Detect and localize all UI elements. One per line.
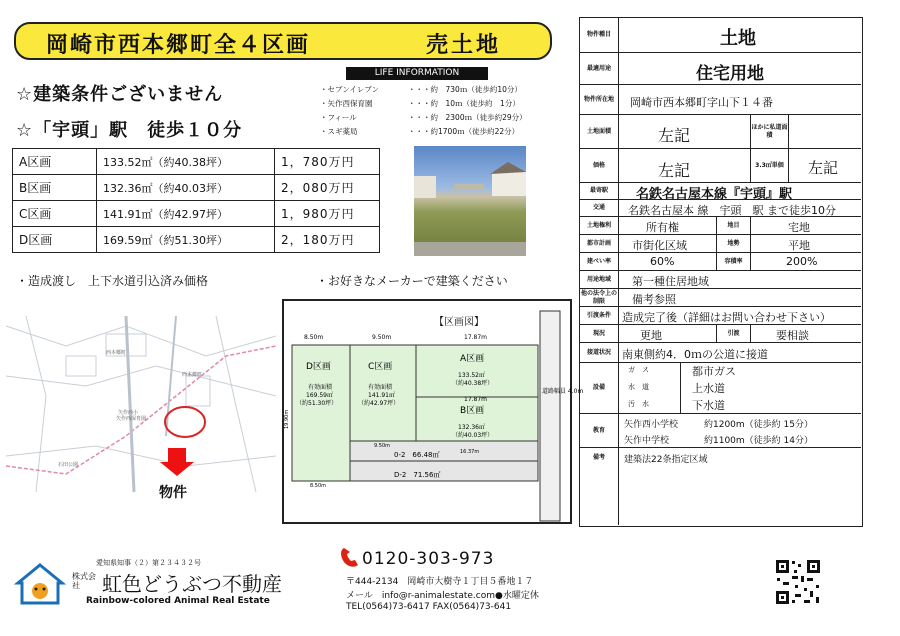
info-label: 3.3㎡単価 xyxy=(751,149,789,182)
info-value: 名鉄名古屋本線『宇頭』駅 xyxy=(636,187,793,202)
plan-dim: 9.50m xyxy=(372,334,392,341)
plan-dim: 8.50m xyxy=(304,334,324,341)
map-pin-label: 物件 xyxy=(159,485,187,501)
lot-area: 132.36㎡（約40.03坪） xyxy=(97,175,275,201)
plan-lot-area: 169.59㎡ xyxy=(306,392,333,399)
plan-lot-name: B区画 xyxy=(460,406,485,416)
facility-key: 汚 水 xyxy=(628,400,649,408)
info-label: 建ぺい率 xyxy=(580,253,619,270)
info-value: 造成完了後（詳細はお問い合わせ下さい） xyxy=(622,311,831,324)
school-distance: 約1100m（徒歩約 14分） xyxy=(704,436,813,446)
map-label: 矢作西保育園 xyxy=(116,416,147,422)
info-value: 建築法22条指定区域 xyxy=(624,455,708,465)
plan-lot-name: C区画 xyxy=(368,362,393,372)
info-label: 現況 xyxy=(580,325,619,342)
plan-lot-area: 141.91㎡ xyxy=(368,392,395,399)
plan-lot-tsubo: （約40.38坪） xyxy=(452,380,494,387)
info-row-school xyxy=(580,414,861,448)
info-value: 左記 xyxy=(658,126,691,145)
company-name: 虹色どうぶつ不動産 xyxy=(102,572,282,596)
info-label: 備考 xyxy=(580,448,619,525)
map-label: 西本郷町 xyxy=(106,350,127,356)
info-value: 土地 xyxy=(720,28,756,49)
life-row xyxy=(320,112,527,123)
title-banner xyxy=(14,22,552,60)
info-label: 物件種目 xyxy=(580,18,619,52)
school-distance: 約1200m（徒歩約 15分） xyxy=(704,420,813,430)
plan-lot-area-label: 有効面積 xyxy=(368,384,393,391)
plan-lot-tsubo: （約51.30坪） xyxy=(296,400,338,407)
info-label: 用途地域 xyxy=(580,271,619,288)
info-row-right xyxy=(580,217,861,235)
info-value: 更地 xyxy=(640,329,662,342)
lot-area: 169.59㎡（約51.30坪） xyxy=(97,227,275,253)
phone-number[interactable]: 0120-303-973 xyxy=(362,549,495,569)
plan-lot-area-label: 有効面積 xyxy=(308,384,333,391)
info-row-address xyxy=(580,85,861,115)
plan-dim: 16.37m xyxy=(460,449,480,455)
plan-dim: 8.50m xyxy=(310,483,327,489)
info-row-delivery xyxy=(580,307,861,325)
info-row-facilities xyxy=(580,363,861,414)
plan-dim: 17.87m xyxy=(464,334,488,341)
life-row xyxy=(320,84,522,95)
table-row xyxy=(13,175,380,201)
map-label: 矢作西小 xyxy=(118,410,139,416)
lot-price: 1，980万円 xyxy=(275,201,380,227)
plan-dim: 9.50m xyxy=(374,443,391,449)
map-drawing xyxy=(6,316,276,492)
life-dist: ・・・約 10ｍ（徒歩約 1分） xyxy=(408,99,520,108)
info-label: 地勢 xyxy=(717,235,751,252)
life-dist: ・・・約 2300ｍ（徒歩約29分） xyxy=(408,113,527,122)
info-row-road xyxy=(580,343,861,363)
life-row xyxy=(320,126,520,137)
info-value: 南東側約4．0ｍの公道に接道 xyxy=(622,348,768,361)
info-row-current xyxy=(580,325,861,343)
feature-station: ☆「宇頭」駅 徒歩１０分 xyxy=(16,120,243,141)
plan-lot-area: 132.36㎡ xyxy=(458,424,485,431)
facility-key: ガ ス xyxy=(628,366,649,374)
plan-drawing xyxy=(284,301,584,522)
info-value: 宅地 xyxy=(788,221,810,234)
lot-area: 141.91㎡（約42.97坪） xyxy=(97,201,275,227)
life-name: ・セブンイレブン xyxy=(320,85,380,94)
info-label: 設備 xyxy=(580,363,619,413)
info-value: 市街化区域 xyxy=(632,239,687,252)
plan-title: 【区画図】 xyxy=(434,317,484,328)
info-row-price xyxy=(580,149,861,183)
company-prefix: 株式会社 xyxy=(72,572,96,590)
plan-lot-name: D区画 xyxy=(306,362,331,372)
license-number: 愛知県知事（２）第２３４３２号 xyxy=(96,559,201,567)
info-value: 所有権 xyxy=(646,221,679,234)
info-row-plan xyxy=(580,235,861,253)
info-row-remarks xyxy=(580,448,861,525)
banner-type: 売土地 xyxy=(426,33,502,58)
plan-lot-tsubo: （約40.03坪） xyxy=(452,432,494,439)
school-name: 矢作中学校 xyxy=(624,436,670,446)
info-label: ほかに私道面積 xyxy=(751,115,789,148)
lot-price: 1，780万円 xyxy=(275,149,380,175)
info-label: 土地権利 xyxy=(580,217,619,234)
info-label: 容積率 xyxy=(717,253,751,270)
lot-area: 133.52㎡（約40.38坪） xyxy=(97,149,275,175)
info-value: 備考参照 xyxy=(632,293,676,306)
banner-title: 岡崎市西本郷町全４区画 xyxy=(46,33,311,58)
info-row-traffic xyxy=(580,200,861,217)
info-label: 引渡条件 xyxy=(580,307,619,324)
table-row xyxy=(13,149,380,175)
school-name: 矢作西小学校 xyxy=(624,420,679,430)
info-label: 他の法令上の制限 xyxy=(580,289,617,305)
life-name: ・スギ薬局 xyxy=(320,127,358,136)
plan-extra-lot: D-2 71.56㎡ xyxy=(394,471,441,479)
info-label: 土地面積 xyxy=(580,115,619,148)
life-info-header: LIFE INFORMATION xyxy=(346,67,488,80)
lot-name: C区画 xyxy=(13,201,97,227)
info-row-status xyxy=(580,53,861,85)
facility-value: 上水道 xyxy=(692,382,725,395)
property-info-table xyxy=(579,17,863,527)
note-right: ・お好きなメーカーで建築ください xyxy=(316,274,508,288)
lot-price: 2，080万円 xyxy=(275,175,380,201)
table-row xyxy=(13,201,380,227)
map-label: 石田公園 xyxy=(58,462,79,468)
facility-key: 水 道 xyxy=(628,383,649,391)
company-mail: メール info@r-animalestate.com●水曜定休 xyxy=(346,591,539,601)
phone-icon xyxy=(338,546,360,568)
table-row xyxy=(13,227,380,253)
note-left: ・造成渡し 上下水道引込済み価格 xyxy=(16,274,209,288)
lot-price-table xyxy=(12,148,380,253)
info-row-kind xyxy=(580,18,861,53)
info-label: 物件所在地 xyxy=(580,85,619,114)
plan-lot-name: A区画 xyxy=(460,354,485,364)
info-value: 60% xyxy=(650,255,675,268)
info-label: 都市計画 xyxy=(580,235,619,252)
info-row-station xyxy=(580,183,861,200)
info-label: 交通 xyxy=(580,200,619,216)
company-address: 〒444-2134 岡崎市大樹寺１丁目５番地１７ xyxy=(346,577,534,587)
info-label: 最寄駅 xyxy=(580,183,619,199)
company-name-en: Rainbow-colored Animal Real Estate xyxy=(86,596,270,606)
info-value: 名鉄名古屋本 線 宇頭 駅 まで徒歩10分 xyxy=(628,204,836,217)
plan-extra-lot: 0-2 66.48㎡ xyxy=(394,451,440,459)
life-dist: ・・・約 730ｍ（徒歩約10分） xyxy=(408,85,522,94)
info-value: 200% xyxy=(786,255,818,268)
site-photo xyxy=(414,146,526,256)
info-label: 最適用途 xyxy=(580,53,619,84)
info-row-coverage xyxy=(580,253,861,271)
lot-name: A区画 xyxy=(13,149,97,175)
company-logo-icon xyxy=(14,561,66,607)
info-row-other-law xyxy=(580,289,861,307)
qr-code-icon xyxy=(774,558,822,606)
lot-price: 2，180万円 xyxy=(275,227,380,253)
info-value: 岡崎市西本郷町字山下１４番 xyxy=(630,96,773,109)
plan-lot-area: 133.52㎡ xyxy=(458,372,485,379)
info-value: 住宅用地 xyxy=(696,64,764,84)
plan-lot-tsubo: （約42.97坪） xyxy=(358,400,400,407)
info-label: 価格 xyxy=(580,149,619,182)
site-photo-drawing xyxy=(414,146,526,256)
life-name: ・矢作西保育園 xyxy=(320,99,373,108)
lot-name: D区画 xyxy=(13,227,97,253)
life-row xyxy=(320,98,520,109)
plan-dim: 17.87m xyxy=(464,396,488,403)
life-dist: ・・・約1700ｍ（徒歩約22分） xyxy=(408,127,520,136)
info-label: 引渡 xyxy=(717,325,751,342)
lot-name: B区画 xyxy=(13,175,97,201)
life-name: ・フィール xyxy=(320,113,357,122)
info-label: 地目 xyxy=(717,217,751,234)
company-tel-fax: TEL(0564)73-6417 FAX(0564)73-641 xyxy=(346,602,512,612)
info-label: 教育 xyxy=(580,414,619,447)
plan-road-label: 道路幅員 4.0m xyxy=(542,388,584,395)
facility-value: 都市ガス xyxy=(692,365,736,378)
info-value: 左記 xyxy=(658,161,691,180)
info-row-zone xyxy=(580,271,861,289)
facility-value: 下水道 xyxy=(692,399,725,412)
info-label: 接道状況 xyxy=(580,343,619,362)
location-map xyxy=(6,316,276,501)
plan-dim: 19.90m xyxy=(284,409,290,429)
map-label: 西本郷町 xyxy=(182,372,203,378)
info-row-land-area xyxy=(580,115,861,149)
info-value: 左記 xyxy=(808,159,839,177)
info-value: 第一種住居地域 xyxy=(632,275,709,288)
feature-no-condition: ☆建築条件ございません xyxy=(16,84,224,105)
info-value: 平地 xyxy=(788,239,810,252)
info-value: 要相談 xyxy=(776,329,809,342)
lot-plan xyxy=(282,299,584,524)
